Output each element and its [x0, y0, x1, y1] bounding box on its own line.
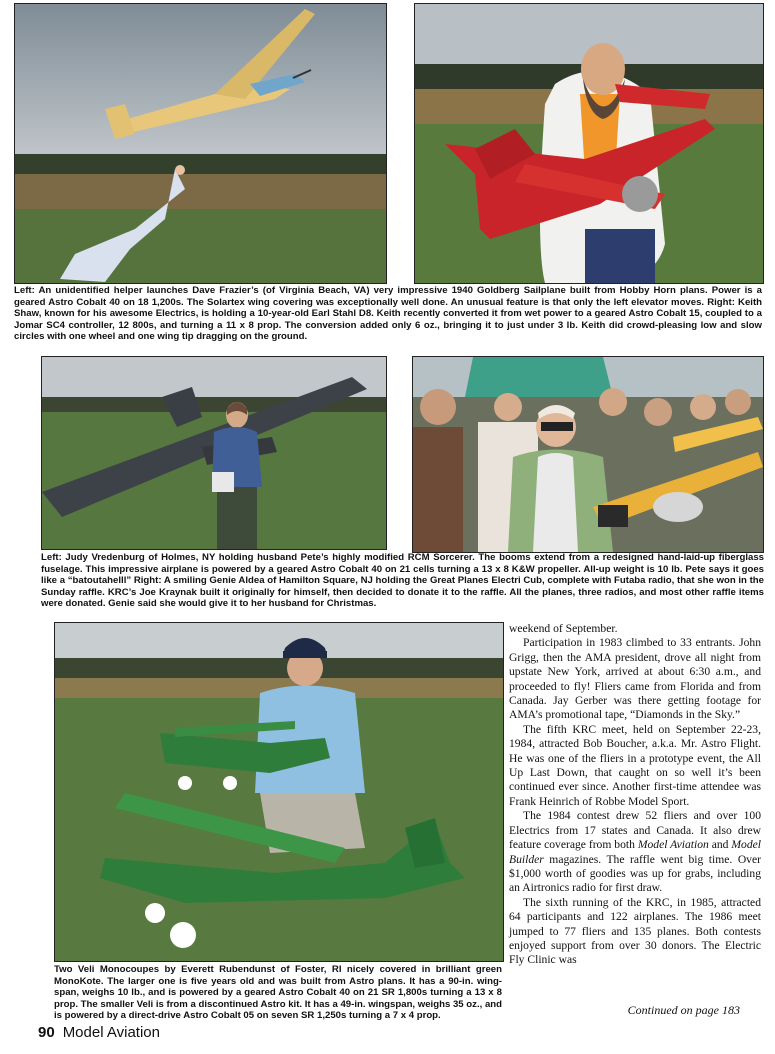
magazine-title: Model Aviation: [637, 838, 709, 852]
magazine-title: Model Builder: [509, 838, 761, 866]
page-number: 90: [38, 1024, 55, 1041]
caption-bottom: Two Veli Monocoupes by Everett Rubendunst of Foster, RI nicely covered in brilliant green MonoKote. The larger one is five years old and was built from Astro plans. It has a 90-in. wing-span, weighs 10 lb., and is powered by a geared Astro Cobalt 40 on 21 SR 1,800s turning a 13 x 8 prop. The smaller Veli is from a discontinued Astro kit. It has a 49-in. wingspan, weighs 35 oz., and is powered by a direct-drive Astro Cobalt 05 on seven SR 1,250s turning a 7 x 4 prop.: [54, 964, 502, 1022]
article-text: and: [708, 838, 732, 852]
article-paragraph: Participation in 1983 climbed to 33 entrants. John Grigg, then the AMA president, drove all night from upstate New York, arrived at about 6:30 a.m., and proceeded to fly! Fliers came from Florida and from Canada. Jay Gerber was there getting footage for AMA’s promotional tape, “Diamonds in the Sky.”: [509, 636, 761, 722]
photo-sorcerer: [41, 356, 387, 550]
article-text: The 1984 contest drew 52 fliers and over 100 Electrics from 17 states and Canada. It also drew feature coverage from both: [509, 809, 761, 852]
article-column: [509, 622, 761, 968]
article-text: magazines. The raffle went big time. Over $1,000 worth of goodies was up for grabs, including an Airtronics radio for first draw.: [509, 852, 761, 895]
photo-red-biplane: [414, 3, 764, 284]
article-paragraph: [509, 809, 761, 895]
article-paragraph: The sixth running of the KRC, in 1985, attracted 64 participants and 122 airplanes. The 1986 meet jumped to 77 fliers and 135 planes. Both contests enjoyed support from over 30 donors. The Electric Fly Clinic was: [509, 895, 761, 967]
article-paragraph: The fifth KRC meet, held on September 22-23, 1984, attracted Bob Boucher, a.k.a. Mr. Astro Flight. He was one of the fliers in a prototype event, the All Up Last Down, that caught on so well it’s been continued ever since. Another first-time attendee was Frank Heinrich of Robbe Model Sport.: [509, 722, 761, 808]
photo-electri-cub: [412, 356, 764, 553]
page-footer: [38, 1024, 160, 1041]
photo-monocoupes: [54, 622, 504, 962]
continued-note: Continued on page 183: [627, 1003, 740, 1017]
caption-middle: Left: Judy Vredenburg of Holmes, NY holding husband Pete’s highly modified RCM Sorcerer. The booms extend from a redesigned hand-laid-up fiberglass fuselage. This impressive airplane is powered by a geared Astro Cobalt 40 on 21 cells turning a 13 x 8 K&W propeller. All-up weight is 10 lb. Pete says it goes like a “batoutahelll” Right: A smiling Genie Aldea of Hamilton Square, NJ holding the Great Planes Electri Cub, complete with Futaba radio, that she won in the Sunday raffle. KRC’s Joe Kraynak built it originally for himself, then decided to donate it to the raffle. All the planes, three radios, and most other raffle items were donated. Genie said she would give it to her husband for Christmas.: [41, 552, 764, 610]
photo-sailplane-launch: [14, 3, 387, 284]
article-paragraph: weekend of September.: [509, 622, 618, 635]
magazine-name: Model Aviation: [62, 1024, 160, 1041]
caption-top: Left: An unidentified helper launches Dave Frazier’s (of Virginia Beach, VA) very impressive 1940 Goldberg Sailplane built from Hobby Horn plans. Power is a geared Astro Cobalt 40 on 18 1,200s. The Solartex wing covering was exceptionally well done. An unusual feature is that only the left elevator moves. Right: Keith Shaw, known for his awesome Electrics, is holding a 10-year-old Earl Stahl D8. Keith recently converted it from wet power to a geared Astro Cobalt 15, coupled to a Jomar SC4 controller, 12 800s, and turning a 11 x 8 prop. The conversion added only 6 oz., bringing it to just under 3 lb. Keith did crowd-pleasing low and slow circles with one wheel and one wing tip dragging on the ground.: [14, 285, 762, 343]
